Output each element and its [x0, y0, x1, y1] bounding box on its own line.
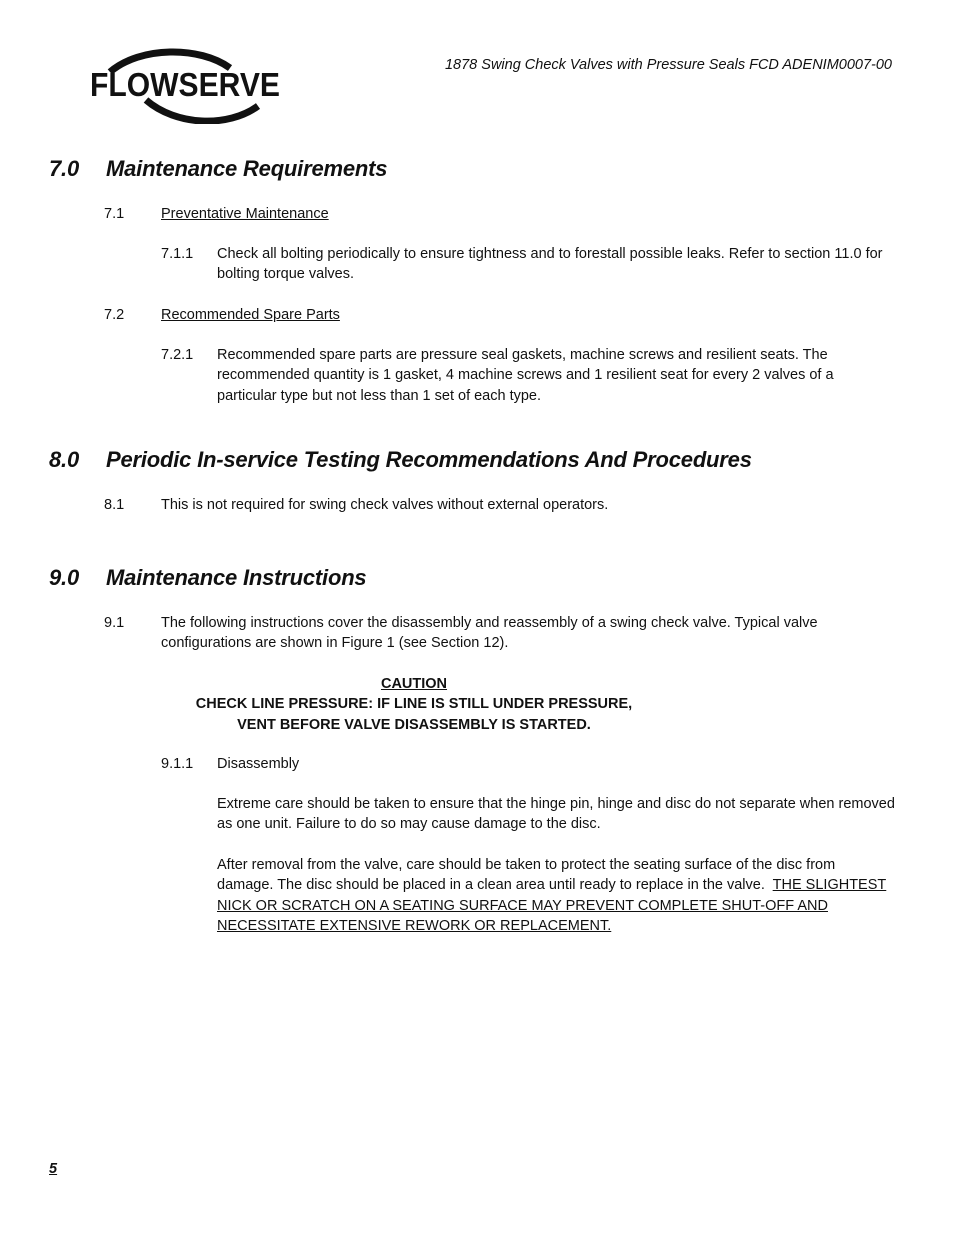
caution-line-2: VENT BEFORE VALVE DISASSEMBLY IS STARTED. [237, 716, 591, 733]
section-7-heading [49, 156, 387, 182]
caution-box [120, 674, 708, 735]
section-7-title: Maintenance Requirements [106, 156, 388, 181]
section-8-1-number: 8.1 [104, 497, 125, 513]
section-9-1-1-number: 9.1.1 [161, 756, 194, 772]
section-7-2-1-number: 7.2.1 [161, 347, 194, 363]
section-8-number: 8.0 [49, 447, 79, 472]
section-7-1-1-number: 7.1.1 [161, 246, 194, 262]
section-8-1-text: This is not required for swing check valves without external operators. [161, 497, 609, 513]
section-7-1-number: 7.1 [104, 206, 125, 222]
section-7-1-1-text: Check all bolting periodically to ensure tightness and to forestall possible leaks. Refer to section 11.0 for bolting torque valves. [217, 246, 883, 283]
section-7-number: 7.0 [49, 156, 79, 181]
section-8-title: Periodic In-service Testing Recommendations And Procedures [106, 447, 752, 472]
disassembly-paragraph-2 [217, 855, 895, 936]
logo-text: FLOWSERVE [90, 66, 280, 103]
section-7-2-1-text: Recommended spare parts are pressure seal gaskets, machine screws and resilient seats. The recommended quantity is 1 gasket, 4 machine screws and 1 resilient seat for every 2 valves of a particular type but not less than 1 set of each type. [217, 347, 834, 404]
section-8-heading [49, 447, 752, 473]
disassembly-paragraph-1: Extreme care should be taken to ensure that the hinge pin, hinge and disc do not separate when removed as one unit. Failure to do so may cause damage to the disc. [217, 796, 895, 833]
caution-heading: CAUTION [380, 676, 448, 692]
section-9-1-1-title: Disassembly [217, 756, 300, 772]
flowserve-logo [88, 48, 284, 124]
document-title: 1878 Swing Check Valves with Pressure Seals FCD ADENIM0007-00 [444, 57, 892, 73]
seating-surface-warning: THE SLIGHTEST NICK OR SCRATCH ON A SEATING SURFACE MAY PREVENT COMPLETE SHUT-OFF AND NECESSITATE EXTENSIVE REWORK OR REPLACEMENT. [217, 877, 887, 934]
page-number: 5 [49, 1161, 58, 1177]
section-7-2-title: Recommended Spare Parts [161, 307, 340, 323]
section-7-1-title: Preventative Maintenance [161, 206, 329, 222]
section-9-number: 9.0 [49, 565, 79, 590]
caution-line-1: CHECK LINE PRESSURE: IF LINE IS STILL UNDER PRESSURE, [195, 696, 633, 713]
section-9-1-number: 9.1 [104, 615, 125, 631]
section-9-1-text: The following instructions cover the disassembly and reassembly of a swing check valve. Typical valve configurations are shown in Figure 1 (see Section 12). [161, 615, 818, 652]
disassembly-paragraph-2-text: After removal from the valve, care should be taken to protect the seating surface of the disc from damage. The disc should be placed in a clean area until ready to replace in the valve. [217, 857, 836, 894]
section-7-2-number: 7.2 [104, 307, 125, 323]
section-9-title: Maintenance Instructions [106, 565, 367, 590]
flowserve-logo-icon [88, 48, 284, 124]
section-9-heading [49, 565, 366, 591]
